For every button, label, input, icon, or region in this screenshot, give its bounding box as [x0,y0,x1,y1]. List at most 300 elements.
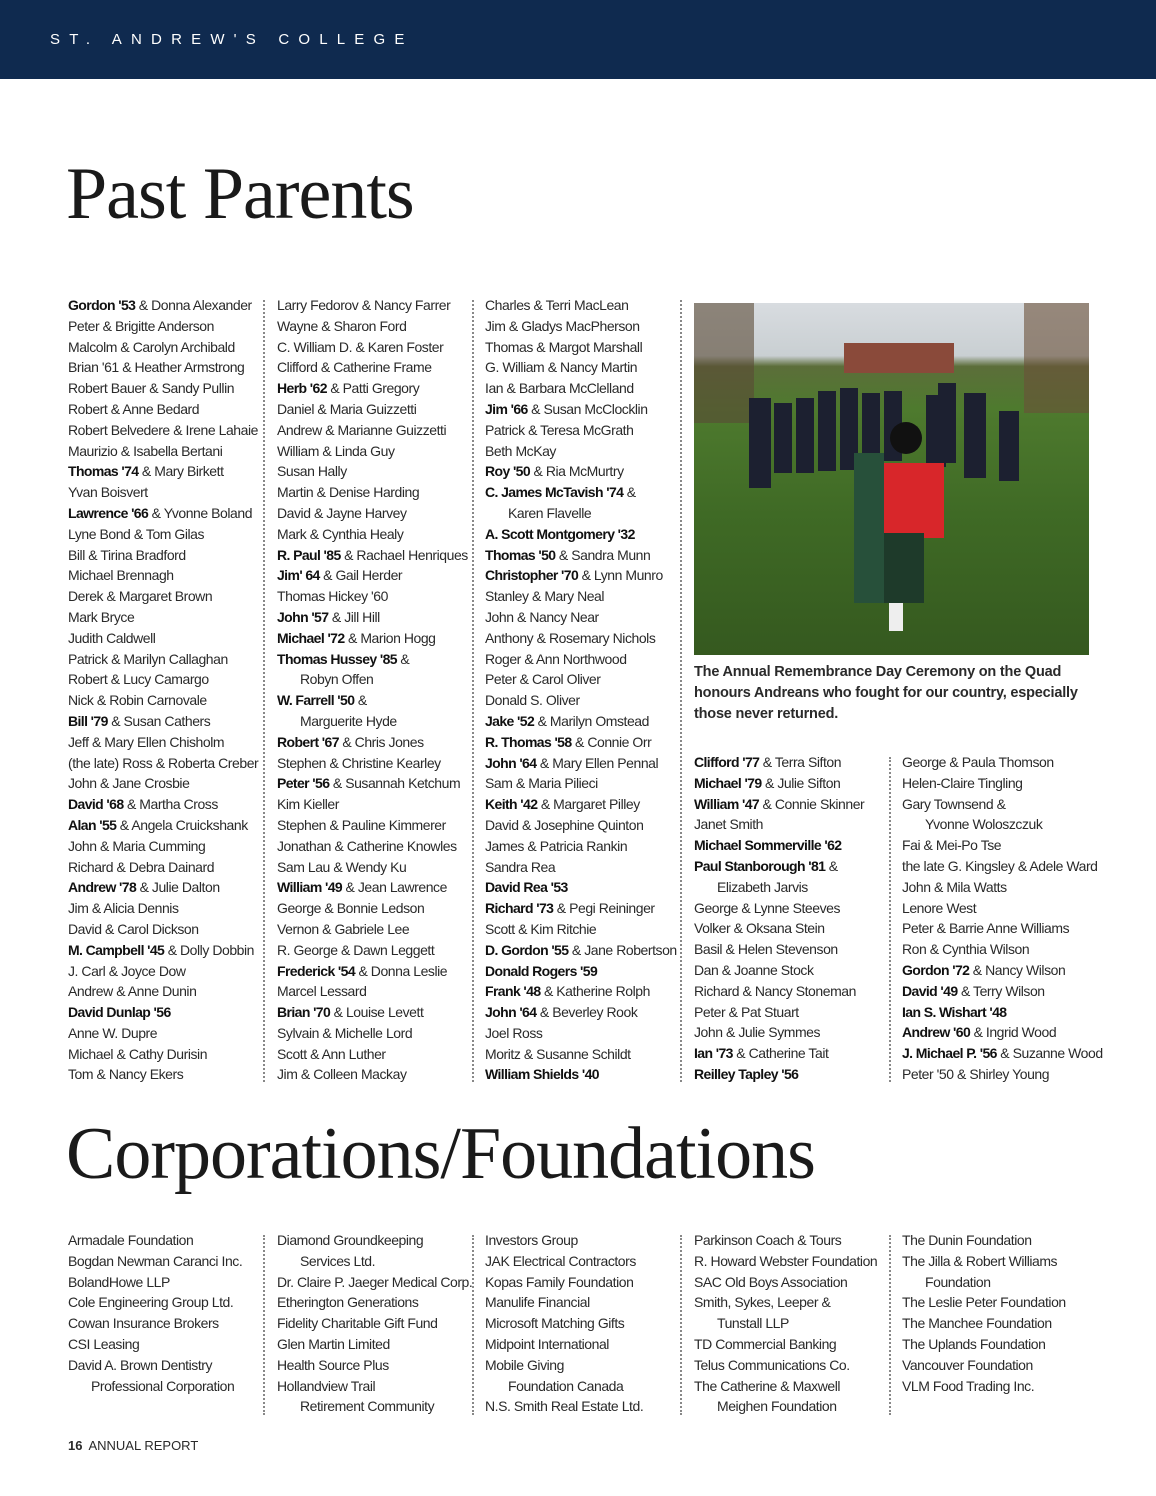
list-item [902,1313,1107,1334]
name-text: Dan & Joanne Stock [694,961,814,978]
list-item [902,814,1107,835]
name-text: Telus Communications Co. [694,1356,850,1373]
list-item [277,919,482,940]
alumni-name: Gordon '53 [68,297,136,313]
list-item [485,753,690,774]
list-item [485,357,690,378]
name-text: & Sandra Munn [555,546,651,563]
name-text: Basil & Helen Stevenson [694,941,838,958]
list-item [68,794,273,815]
list-item [485,649,690,670]
alumni-name: Frederick '54 [277,962,356,979]
list-item [68,753,273,774]
list-item [485,898,690,919]
name-text: & Suzanne Wood [996,1045,1103,1062]
list-item [485,857,690,878]
list-item [485,1313,690,1334]
name-text: Lyne Bond & Tom Gilas [68,525,205,542]
alumni-name: Ian S. Wishart '48 [902,1003,1007,1020]
alumni-name: David Dunlap '56 [68,1004,171,1021]
alumni-name: Ian '73 [694,1045,733,1062]
name-text: R. Howard Webster Foundation [694,1252,878,1269]
name-text: Fidelity Charitable Gift Fund [277,1315,438,1332]
list-item [68,836,273,857]
name-text: Health Source Plus [277,1356,389,1373]
name-text: G. William & Nancy Martin [485,359,638,376]
name-text: George & Bonnie Ledson [277,900,425,917]
list-item [485,565,690,586]
list-item [68,399,273,420]
list-item [485,1355,690,1376]
name-text: Peter & Pat Stuart [694,1003,799,1020]
name-text: Bill & Tirina Bradford [68,546,186,563]
name-text: BolandHowe LLP [68,1273,170,1290]
list-item [485,961,690,982]
alumni-name: John '64 [485,754,537,771]
alumni-name: Frank '48 [485,983,541,1000]
name-text: J. Carl & Joyce Dow [68,962,186,979]
list-item [277,503,482,524]
list-item [68,1334,273,1355]
name-text: Robert & Lucy Camargo [68,671,209,688]
name-text: Janet Smith [694,816,763,833]
list-item [902,1376,1107,1397]
name-text: Robert Bauer & Sandy Pullin [68,380,235,397]
list-item [902,1251,1107,1272]
list-item [277,794,482,815]
name-text: Diamond Groundkeeping [277,1232,424,1248]
list-item [68,940,273,961]
name-text: The Catherine & Maxwell [694,1377,841,1394]
name-text: Fai & Mei-Po Tse [902,837,1002,854]
name-text: David A. Brown Dentistry [68,1356,213,1373]
name-text: & Patti Gregory [326,380,420,397]
name-text: Moritz & Susanne Schildt [485,1045,631,1062]
alumni-name: A. Scott Montgomery '32 [485,525,635,542]
list-item [485,378,690,399]
name-text: George & Lynne Steeves [694,899,841,916]
page-footer [68,1438,198,1453]
name-text: Yvan Boisvert [68,484,148,501]
name-text: John & Jane Crosbie [68,775,190,792]
parents-column [694,752,899,1085]
list-item [68,815,273,836]
alumni-name: Clifford '77 [694,754,760,770]
list-item [68,503,273,524]
name-text: Michael & Cathy Durisin [68,1045,208,1062]
list-item [68,898,273,919]
list-item [68,981,273,1002]
name-text: Jeff & Mary Ellen Chisholm [68,733,225,750]
alumni-name: Keith '42 [485,796,538,813]
remembrance-day-photo [694,303,1089,655]
name-text: & Chris Jones [338,733,424,750]
corps-column [694,1230,899,1417]
section-title-corporations: Corporations/Foundations [66,1113,815,1195]
name-text: Parkinson Coach & Tours [694,1232,842,1248]
list-item [694,877,899,898]
name-text: Andrew & Anne Dunin [68,983,197,1000]
name-text: Tunstall LLP [717,1315,789,1332]
name-text: SAC Old Boys Association [694,1273,848,1290]
list-item [68,316,273,337]
list-item [277,607,482,628]
alumni-name: Michael Sommerville '62 [694,837,842,854]
list-item [277,1376,482,1397]
alumni-name: Christopher '70 [485,567,579,584]
alumni-name: Brian '70 [277,1004,331,1021]
list-item [68,378,273,399]
list-item [277,1355,482,1376]
list-item [277,545,482,566]
name-text: Gary Townsend & [902,795,1006,812]
list-item [68,607,273,628]
name-text: the late G. Kingsley & Adele Ward [902,857,1098,874]
list-item [277,669,482,690]
column-divider [889,757,891,1082]
list-item [277,1023,482,1044]
name-text: David & Josephine Quinton [485,816,644,833]
name-text: & Susannah Ketchum [329,775,461,792]
name-text: & Angela Cruickshank [116,816,248,833]
alumni-name: Herb '62 [277,380,327,397]
name-text: & Marilyn Omstead [534,712,649,729]
list-item [277,420,482,441]
list-item [694,1251,899,1272]
name-text: Richard & Debra Dainard [68,858,215,875]
name-text: The Uplands Foundation [902,1335,1046,1352]
name-text: Larry Fedorov & Nancy Farrer [277,297,451,313]
list-item [485,1064,690,1085]
list-item [277,1044,482,1065]
name-text: & [396,650,410,667]
list-item [68,1044,273,1065]
list-item [277,732,482,753]
name-text: Yvonne Woloszczuk [925,816,1043,833]
name-text: Ron & Cynthia Wilson [902,941,1030,958]
name-text: Sylvain & Michelle Lord [277,1024,413,1041]
list-item [694,1230,899,1251]
name-text: Volker & Oksana Stein [694,920,825,937]
list-item [68,420,273,441]
name-text: Anne W. Dupre [68,1024,158,1041]
list-item [277,815,482,836]
name-text: & [354,692,367,709]
list-item [902,1064,1107,1085]
name-text: Professional Corporation [91,1377,235,1394]
name-text: & Dolly Dobbin [164,941,254,958]
list-item [277,1272,482,1293]
name-text: Beth McKay [485,442,556,459]
list-item [68,1230,273,1251]
list-item [277,524,482,545]
name-text: & Donna Leslie [355,962,448,979]
list-item [694,918,899,939]
section-title-past-parents: Past Parents [66,153,414,235]
alumni-name: John '57 [277,608,329,625]
list-item [902,835,1107,856]
name-text: Martin & Denise Harding [277,484,420,501]
list-item [277,357,482,378]
name-text: & Julie Dalton [136,879,220,896]
name-text: Derek & Margaret Brown [68,588,213,605]
list-item [694,835,899,856]
name-text: Andrew & Marianne Guizzetti [277,421,447,438]
alumni-name: J. Michael P. '56 [902,1045,997,1062]
name-text: Cowan Insurance Brokers [68,1315,219,1332]
alumni-name: Jim '66 [485,400,528,417]
alumni-name: R. Paul '85 [277,546,341,563]
list-item [485,524,690,545]
list-item [485,316,690,337]
list-item [277,461,482,482]
name-text: John & Nancy Near [485,608,599,625]
name-text: & Susan Cathers [107,712,211,729]
name-text: Joel Ross [485,1024,543,1041]
alumni-name: Roy '50 [485,463,531,480]
name-text: Roger & Ann Northwood [485,650,627,667]
name-text: Elizabeth Jarvis [717,878,808,895]
name-text: Judith Caldwell [68,629,156,646]
alumni-name: Thomas '74 [68,463,139,480]
list-item [68,628,273,649]
column-divider [472,300,474,1082]
parents-column [68,295,273,1085]
name-text: Michael Brennagh [68,567,174,584]
name-text: Susan Hally [277,463,347,480]
name-text: Robert & Anne Bedard [68,400,200,417]
name-text: The Jilla & Robert Williams [902,1252,1058,1269]
name-text: Microsoft Matching Gifts [485,1315,625,1332]
column-divider [263,300,265,1082]
name-text: Peter '50 & Shirley Young [902,1065,1050,1082]
list-item [277,295,482,316]
name-text: & Martha Cross [123,796,218,813]
name-text: Maurizio & Isabella Bertani [68,442,223,459]
list-item [694,1376,899,1397]
alumni-name: Bill '79 [68,712,108,729]
name-text: Helen-Claire Tingling [902,774,1023,791]
name-text: James & Patricia Rankin [485,837,628,854]
name-text: & Pegi Reininger [553,900,655,917]
name-text: Clifford & Catherine Frame [277,359,432,376]
alumni-name: Thomas Hussey '85 [277,650,397,667]
name-text: George & Paula Thomson [902,754,1054,770]
list-item [68,732,273,753]
alumni-name: Paul Stanborough '81 [694,857,826,874]
name-text: Stephen & Christine Kearley [277,754,441,771]
list-item [902,898,1107,919]
list-item [485,607,690,628]
list-item [694,1022,899,1043]
alumni-name: Alan '55 [68,816,117,833]
alumni-name: William Shields '40 [485,1066,599,1083]
list-item [485,545,690,566]
list-item [68,1251,273,1272]
name-text: The Leslie Peter Foundation [902,1294,1066,1311]
list-item [277,586,482,607]
list-item [485,1396,690,1417]
name-text: & Nancy Wilson [969,961,1066,978]
list-item [277,378,482,399]
alumni-name: Michael '72 [277,629,345,646]
list-item [277,877,482,898]
list-item [485,1292,690,1313]
name-text: & Yvonne Boland [148,504,253,521]
list-item [485,628,690,649]
org-name: ST. ANDREW'S COLLEGE [50,31,414,48]
name-text: Charles & Terri MacLean [485,297,629,313]
name-text: Stephen & Pauline Kimmerer [277,816,446,833]
name-text: & Beverley Rook [536,1004,638,1021]
alumni-name: M. Campbell '45 [68,941,165,958]
parents-column [485,295,690,1085]
alumni-name: Reilley Tapley '56 [694,1065,799,1082]
list-item [277,961,482,982]
name-text: & Susan McClocklin [527,400,648,417]
list-item [902,794,1107,815]
list-item [485,1230,690,1251]
name-text: & Julie Sifton [761,774,841,791]
alumni-name: David '68 [68,796,124,813]
list-item [277,711,482,732]
name-text: & Donna Alexander [135,297,252,313]
name-text: Ian & Barbara McClelland [485,380,634,397]
name-text: & [623,484,636,501]
name-text: & Jean Lawrence [342,879,447,896]
list-item [485,732,690,753]
list-item [68,295,273,316]
list-item [277,1230,482,1251]
list-item [485,441,690,462]
list-item [694,1334,899,1355]
alumni-name: C. James McTavish '74 [485,484,624,501]
list-item [902,752,1107,773]
list-item [485,1272,690,1293]
column-divider [472,1235,474,1415]
list-item [277,690,482,711]
list-item [694,1396,899,1417]
list-item [68,711,273,732]
name-text: Mark Bryce [68,608,135,625]
list-item [902,1355,1107,1376]
list-item [694,1002,899,1023]
list-item [485,295,690,316]
name-text: Nick & Robin Carnovale [68,692,207,709]
name-text: & Margaret Pilley [537,796,640,813]
name-text: Foundation [925,1273,991,1290]
list-item [68,669,273,690]
name-text: Robyn Offen [300,671,374,688]
corps-column [277,1230,482,1417]
alumni-name: W. Farrell '50 [277,692,355,709]
alumni-name: Lawrence '66 [68,504,149,521]
name-text: The Dunin Foundation [902,1232,1032,1248]
name-text: Investors Group [485,1232,578,1248]
list-item [68,1023,273,1044]
alumni-name: David Rea '53 [485,879,568,896]
name-text: Midpoint International [485,1335,609,1352]
name-text: Daniel & Maria Guizzetti [277,400,417,417]
list-item [277,441,482,462]
list-item [277,628,482,649]
name-text: Wayne & Sharon Ford [277,317,407,334]
name-text: & Ria McMurtry [530,463,624,480]
alumni-name: Michael '79 [694,774,762,791]
name-text: John & Julie Symmes [694,1024,821,1041]
list-item [277,337,482,358]
name-text: & Katherine Rolph [540,983,650,1000]
name-text: Marcel Lessard [277,983,367,1000]
list-item [694,752,899,773]
list-item [694,814,899,835]
name-text: Kopas Family Foundation [485,1273,634,1290]
name-text: Armadale Foundation [68,1232,194,1248]
list-item [485,981,690,1002]
list-item [902,1230,1107,1251]
name-text: Mark & Cynthia Healy [277,525,404,542]
footer-label: ANNUAL REPORT [88,1438,199,1453]
name-text: William & Linda Guy [277,442,395,459]
list-item [68,1002,273,1023]
list-item [902,1272,1107,1293]
list-item [485,461,690,482]
alumni-name: William '49 [277,879,343,896]
list-item [68,1292,273,1313]
name-text: Jim & Alicia Dennis [68,900,179,917]
alumni-name: Gordon '72 [902,961,970,978]
name-text: John & Maria Cumming [68,837,206,854]
name-text: & Lynn Munro [578,567,663,584]
name-text: & Louise Levett [330,1004,424,1021]
name-text: & Connie Orr [571,733,652,750]
name-text: N.S. Smith Real Estate Ltd. [485,1398,644,1415]
list-item [694,856,899,877]
name-text: Glen Martin Limited [277,1335,390,1352]
name-text: Marguerite Hyde [300,712,397,729]
list-item [485,711,690,732]
corps-column [902,1230,1107,1396]
column-divider [263,1235,265,1415]
name-text: Brian '61 & Heather Armstrong [68,359,245,376]
name-text: Sandra Rea [485,858,556,875]
name-text: CSI Leasing [68,1335,140,1352]
name-text: & [825,857,838,874]
name-text: Peter & Carol Oliver [485,671,601,688]
name-text: Thomas & Margot Marshall [485,338,643,355]
list-item [902,960,1107,981]
list-item [694,960,899,981]
list-item [485,919,690,940]
page-number: 16 [68,1438,83,1453]
name-text: Hollandview Trail [277,1377,376,1394]
list-item [68,482,273,503]
list-item [485,940,690,961]
alumni-name: Jim' 64 [277,567,320,584]
list-item [68,857,273,878]
name-text: & Ingrid Wood [970,1024,1057,1041]
header-banner [0,0,1156,79]
alumni-name: D. Gordon '55 [485,941,569,958]
list-item [902,1043,1107,1064]
list-item [277,1002,482,1023]
list-item [694,981,899,1002]
name-text: Jonathan & Catherine Knowles [277,837,457,854]
list-item [68,877,273,898]
alumni-name: R. Thomas '58 [485,733,572,750]
list-item [902,1022,1107,1043]
list-item [694,1043,899,1064]
